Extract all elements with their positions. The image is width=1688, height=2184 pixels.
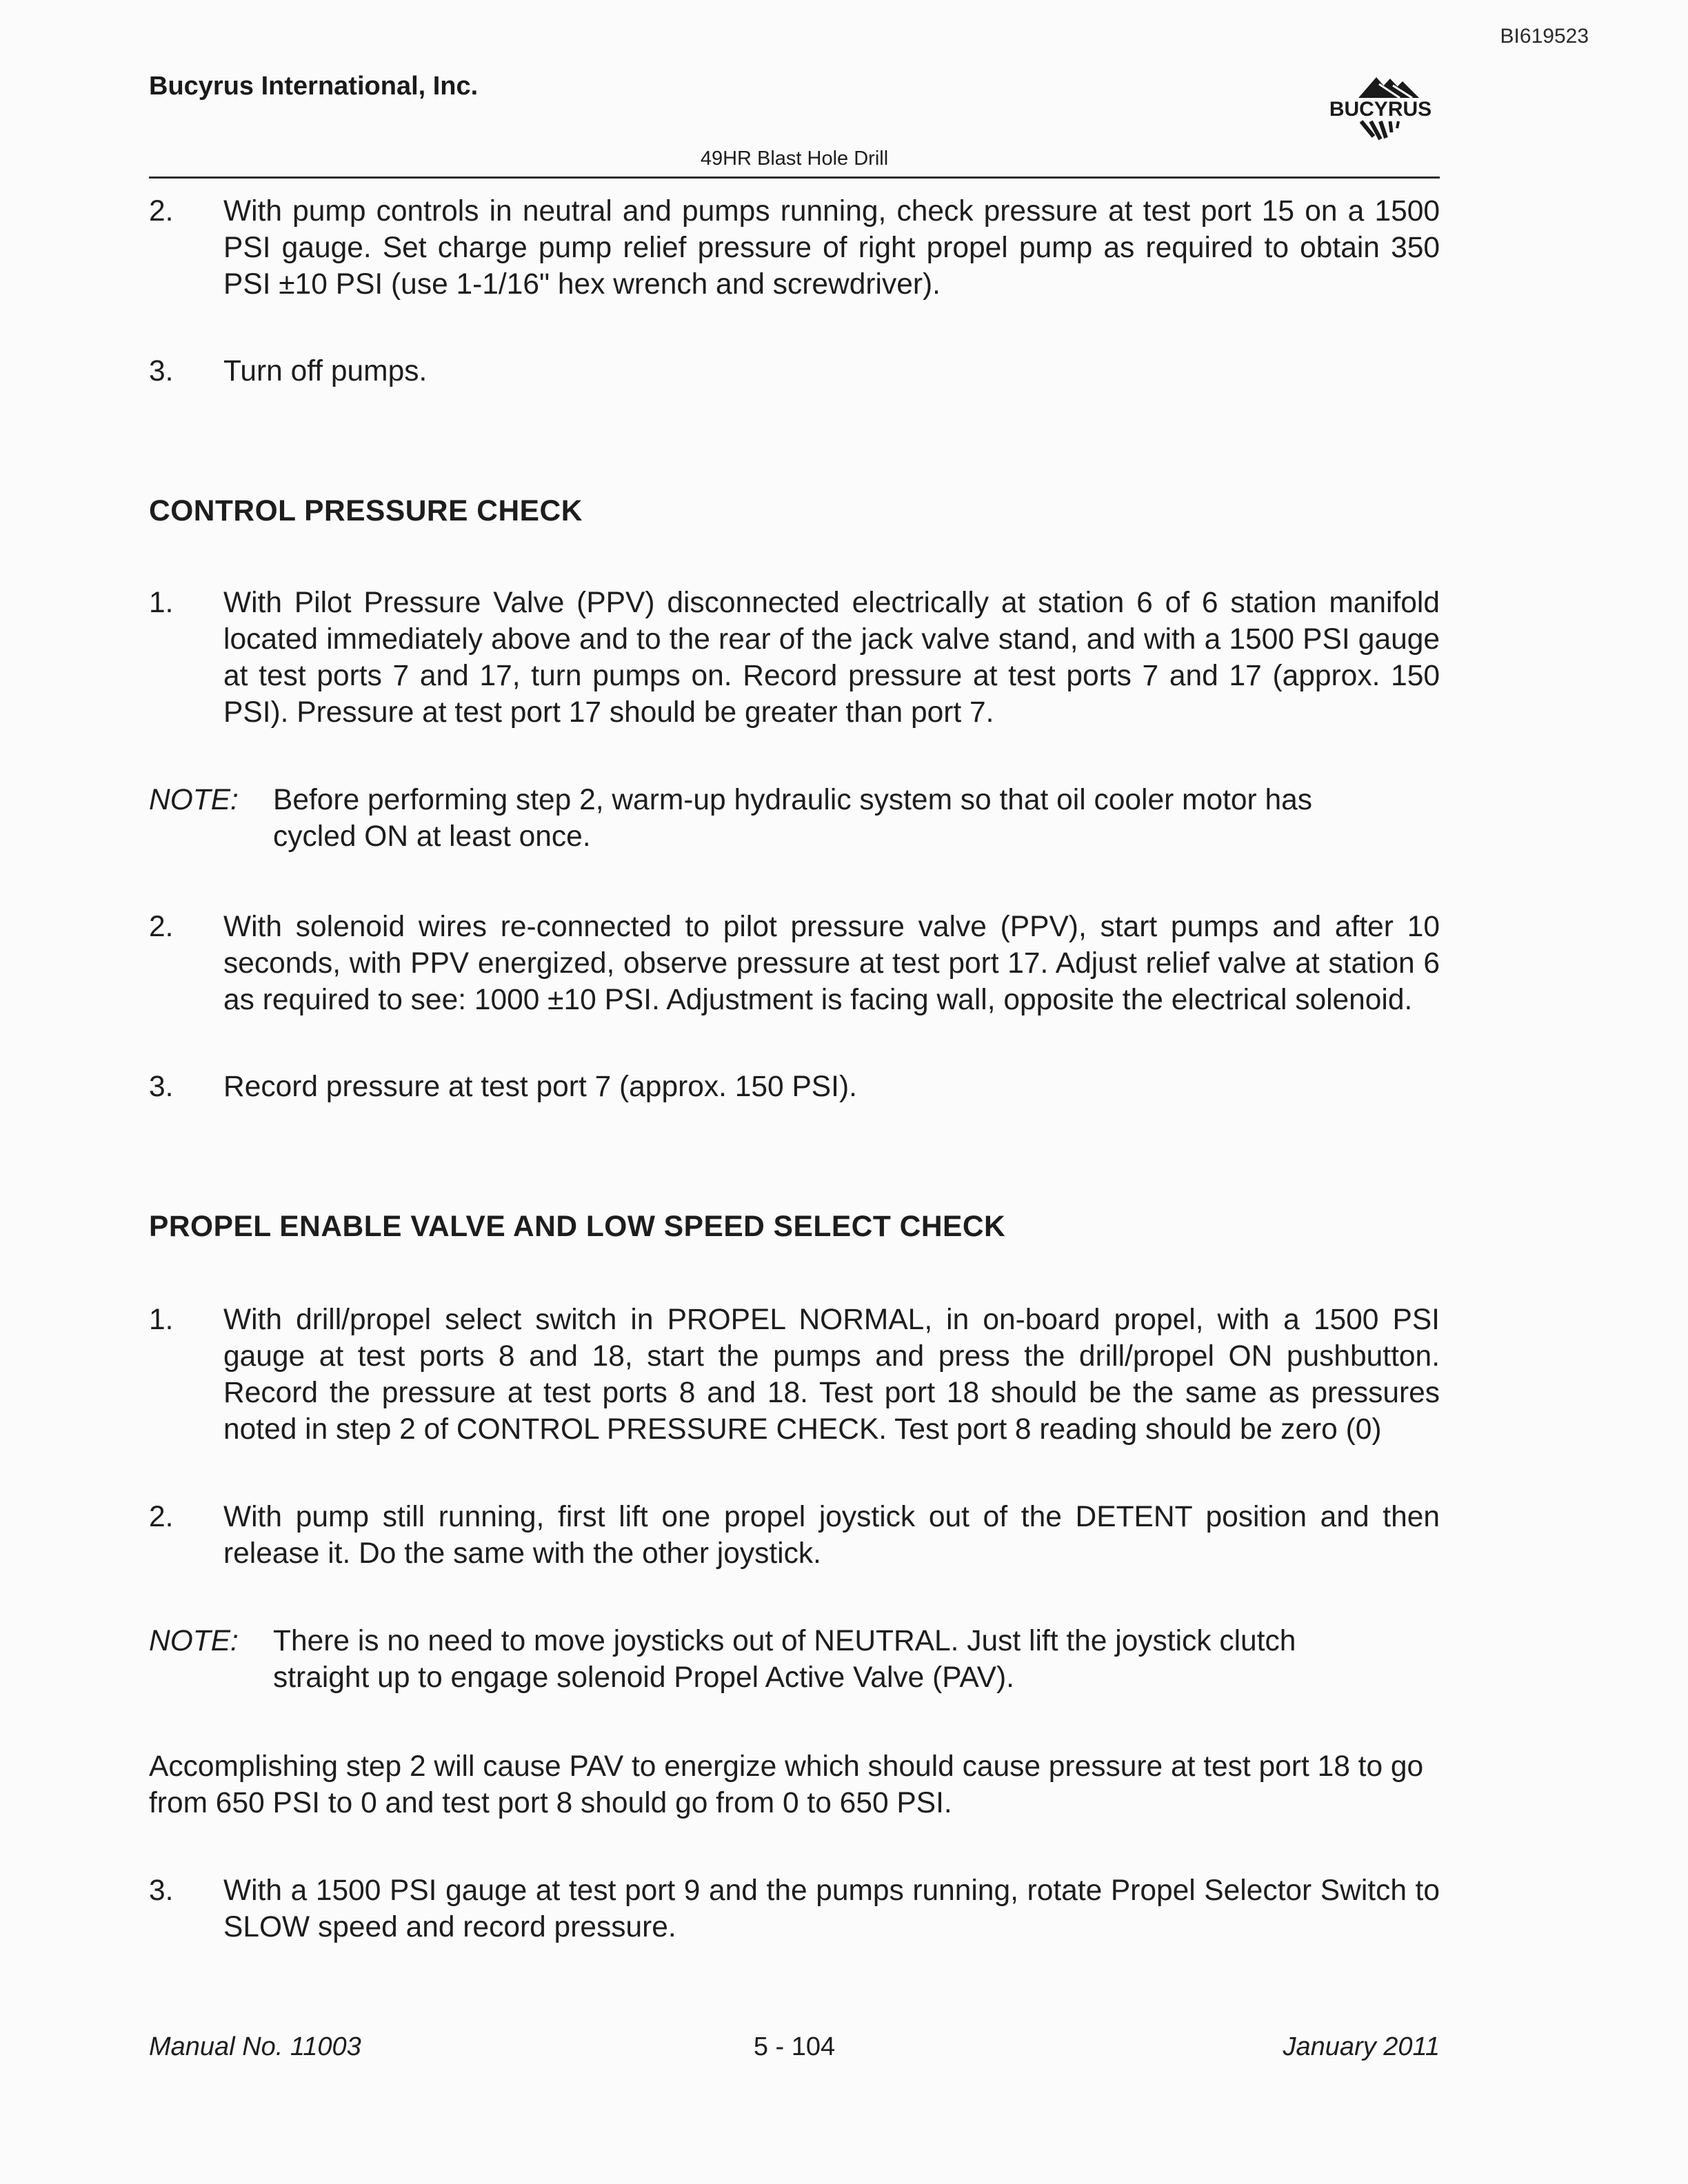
item-number: 3. xyxy=(149,355,174,387)
section-heading: CONTROL PRESSURE CHECK xyxy=(149,495,583,527)
list-item xyxy=(149,1499,1440,1572)
page-number: 5 - 104 xyxy=(753,2032,836,2061)
bucyrus-logo xyxy=(1318,70,1443,153)
item-text: With Pilot Pressure Valve (PPV) disconnected electrically at station 6 of 6 station manifold located immediately above and to the rear of the jack valve stand, and with a 1500 PSI gauge at test ports 7 and 17, turn pumps on. Record pressure at test ports 7 and 17 (approx. 150 PSI). Pressure at test port 17 should be greater than port 7. xyxy=(223,587,1440,729)
publication-date: January 2011 xyxy=(1283,2032,1440,2061)
note xyxy=(149,1623,1382,1696)
item-number: 2. xyxy=(149,195,174,228)
note-text: Before performing step 2, warm-up hydraulic system so that oil cooler motor has cycled ON at least once. xyxy=(273,784,1313,853)
document-subtitle: 49HR Blast Hole Drill xyxy=(700,148,889,170)
note-text: There is no need to move joysticks out of NEUTRAL. Just lift the joystick clutch straight up to engage solenoid Propel Active Valve (PAV). xyxy=(273,1625,1296,1694)
item-text: With drill/propel select switch in PROPEL NORMAL, in on-board propel, with a 1500 PSI gauge at test ports 8 and 18, start the pumps and press the drill/propel ON pushbutton. Record the pressure at test ports 8 and 18. Test port 18 should be the same as pressures noted in step 2 of CONTROL PRESSURE CHECK. Test port 8 reading should be zero (0) xyxy=(223,1304,1440,1446)
item-text: Turn off pumps. xyxy=(223,355,428,387)
paragraph: Accomplishing step 2 will cause PAV to energize which should cause pressure at test port 18 to go from 650 PSI to 0 and test port 8 should go from 0 to 650 PSI. xyxy=(149,1750,1424,1819)
list-item xyxy=(149,1302,1440,1448)
list-item xyxy=(149,353,1440,390)
item-number: 3. xyxy=(149,1874,174,1907)
list-item xyxy=(149,1069,1440,1105)
company-name: Bucyrus International, Inc. xyxy=(149,72,479,101)
item-number: 2. xyxy=(149,911,174,943)
item-text: With pump still running, first lift one propel joystick out of the DETENT position and then release it. Do the same with the other joystick. xyxy=(223,1501,1440,1570)
list-item xyxy=(149,585,1440,731)
list-item xyxy=(149,193,1440,303)
document-id: BI619523 xyxy=(1500,25,1589,48)
section-heading: PROPEL ENABLE VALVE AND LOW SPEED SELECT CHECK xyxy=(149,1211,1006,1243)
list-item xyxy=(149,909,1440,1018)
note-label: NOTE: xyxy=(149,784,239,816)
manual-number: Manual No. 11003 xyxy=(149,2032,361,2061)
item-text: With solenoid wires re-connected to pilot pressure valve (PPV), start pumps and after 10 seconds, with PPV energized, observe pressure at test port 17. Adjust relief valve at station 6 as required to see: 1000 ±10 PSI. Adjustment is facing wall, opposite the electrical solenoid. xyxy=(223,911,1440,1016)
item-number: 1. xyxy=(149,587,174,619)
item-text: Record pressure at test port 7 (approx. 150 PSI). xyxy=(223,1071,857,1103)
note-label: NOTE: xyxy=(149,1625,239,1657)
item-number: 1. xyxy=(149,1304,174,1336)
list-item xyxy=(149,1872,1440,1945)
item-number: 3. xyxy=(149,1071,174,1103)
header-divider xyxy=(149,176,1440,179)
logo-wordmark: BUCYRUS xyxy=(1329,98,1432,121)
item-text: With pump controls in neutral and pumps running, check pressure at test port 15 on a 1500 PSI gauge. Set charge pump relief pressure of right propel pump as required to obtain 350 PSI ±10 PSI (use 1-1/16" hex wrench and screwdriver). xyxy=(223,195,1440,301)
note xyxy=(149,782,1382,855)
item-text: With a 1500 PSI gauge at test port 9 and the pumps running, rotate Propel Selector Switch to SLOW speed and record pressure. xyxy=(223,1874,1440,1943)
item-number: 2. xyxy=(149,1501,174,1533)
